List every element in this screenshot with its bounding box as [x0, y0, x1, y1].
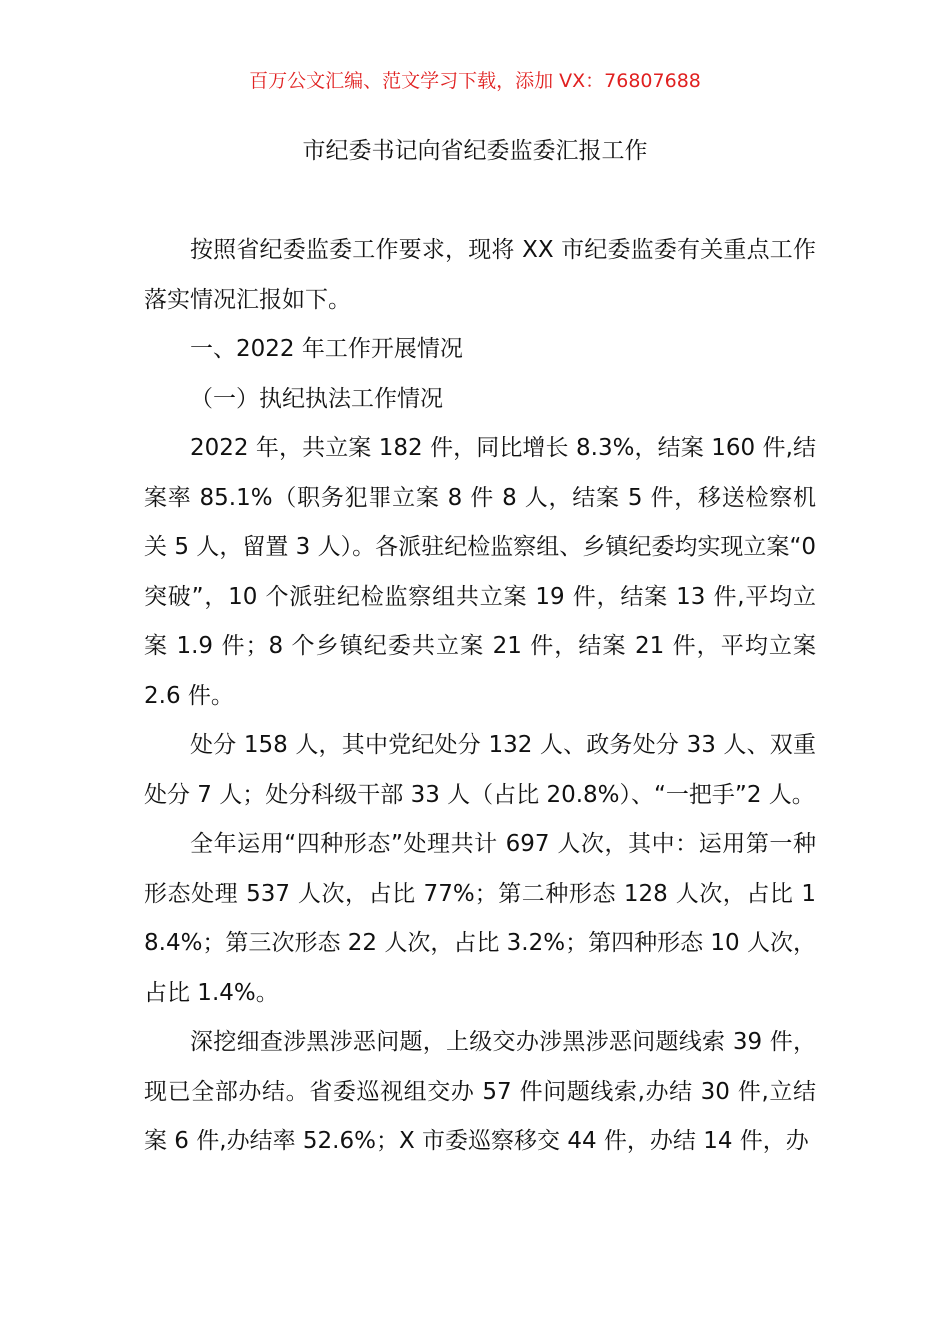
- section-heading: 一、2022 年工作开展情况: [190, 336, 463, 362]
- document-body: [144, 226, 816, 1167]
- paragraph-four-forms: 全年运用“四种形态”处理共计 697 人次，其中：运用第一种形态处理 537 人次，占比 77%；第二种形态 128 人次，占比 18.4%；第三次形态 22 人次，占比 3.2%；第四种形态 10 人次，占比 1.4%。: [144, 831, 816, 1006]
- paragraph-discipline-stats: 处分 158 人，其中党纪处分 132 人、政务处分 33 人、双重处分 7 人；处分科级干部 33 人（占比 20.8%）、“一把手”2 人。: [144, 732, 816, 808]
- paragraph-intro: 按照省纪委监委工作要求，现将 XX 市纪委监委有关重点工作落实情况汇报如下。: [144, 237, 816, 313]
- paragraph-crime-clues: 深挖细查涉黑涉恶问题，上级交办涉黑涉恶问题线索 39 件，现已全部办结。省委巡视组交办 57 件问题线索,办结 30 件,立结案 6 件,办结率 52.6%；X 市委巡察移交 44 件，办结 14 件，办: [144, 1029, 816, 1154]
- document-title: 市纪委书记向省纪委监委汇报工作: [302, 138, 648, 164]
- paragraph-case-stats: 2022 年，共立案 182 件，同比增长 8.3%，结案 160 件,结案率 85.1%（职务犯罪立案 8 件 8 人，结案 5 件，移送检察机关 5 人，留置 3 人）。各派驻纪检监察组、乡镇纪委均实现立案“0 突破”，10 个派驻纪检监察组共立案 19 件，结案 13 件,平均立案 1.9 件；8 个乡镇纪委共立案 21 件，结案 21 件，平均立案 2.6 件。: [144, 435, 816, 709]
- subsection-heading: （一）执纪执法工作情况: [190, 385, 443, 412]
- header-note: 百万公文汇编、范文学习下载，添加 VX：76807688: [249, 70, 701, 92]
